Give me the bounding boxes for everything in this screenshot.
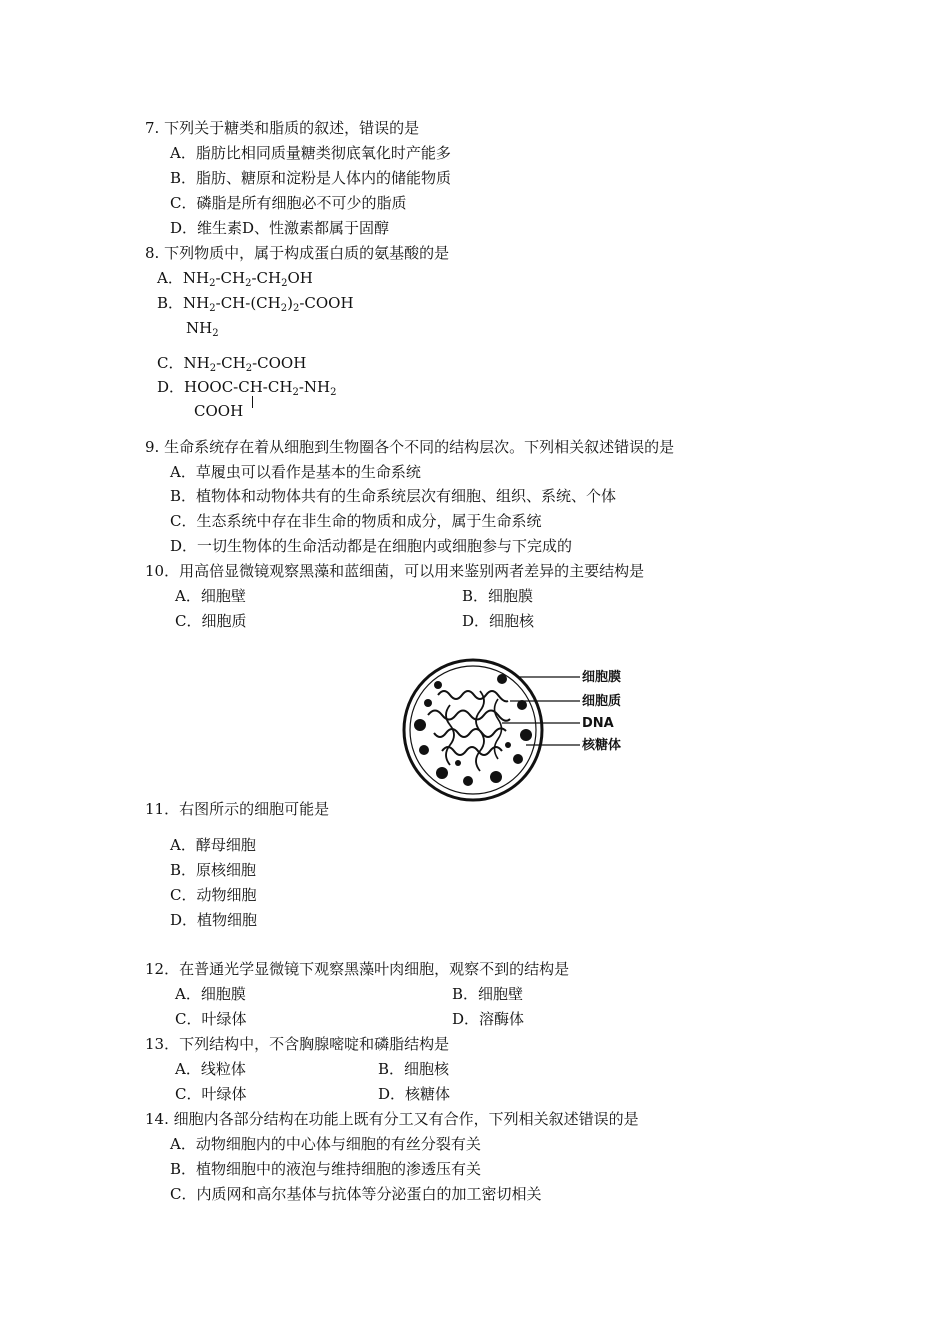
q9-stem: 9. 生命系统存在着从细胞到生物圈各个不同的结构层次。下列相关叙述错误的是 (145, 438, 675, 456)
q8-option-d-bond (252, 396, 253, 408)
q7-option-b: B．脂肪、糖原和淀粉是人体内的储能物质 (170, 169, 452, 187)
label-cell-membrane: 细胞膜 (582, 670, 622, 685)
q9-option-a: A．草履虫可以看作是基本的生命系统 (170, 463, 421, 481)
label-dna: DNA (582, 716, 614, 731)
q14-option-c: C．内质网和高尔基体与抗体等分泌蛋白的加工密切相关 (170, 1185, 542, 1203)
q8-option-b: B．$NH_2-CH-(CH_2)_2$-COOH (157, 294, 354, 314)
q11-option-d: D．植物细胞 (170, 911, 258, 929)
q8-option-a: A．$NH_2-CH_2-CH_2OH$ (157, 269, 313, 289)
q13-option-d: D．核糖体 (378, 1085, 451, 1103)
q14-option-b: B．植物细胞中的液泡与维持细胞的渗透压有关 (170, 1160, 482, 1178)
q9-option-d: D．一切生物体的生命活动都是在细胞内或细胞参与下完成的 (170, 537, 573, 555)
q13-option-a: A．线粒体 (175, 1060, 246, 1078)
q13-stem: 13．下列结构中，不含胸腺嘧啶和磷脂结构是 (145, 1035, 450, 1053)
q14-stem: 14. 细胞内各部分结构在功能上既有分工又有合作，下列相关叙述错误的是 (145, 1110, 639, 1128)
q9-option-b: B．植物体和动物体共有的生命系统层次有细胞、组织、系统、个体 (170, 487, 617, 505)
q11-option-a: A．酵母细胞 (170, 836, 256, 854)
q7-stem: 7. 下列关于糖类和脂质的叙述，错误的是 (145, 119, 420, 137)
q8-option-c: C．$NH_2-CH_2$-COOH (157, 354, 307, 374)
q8-option-d: D．HOOC-$CH-CH_2-NH_2$ (157, 378, 337, 398)
label-cytoplasm: 细胞质 (582, 694, 622, 709)
q7-option-a: A．脂肪比相同质量糖类彻底氧化时产能多 (170, 144, 451, 162)
q8-option-d-side-group: COOH (194, 402, 244, 420)
q8-stem: 8. 下列物质中，属于构成蛋白质的氨基酸的是 (145, 244, 450, 262)
label-ribosome: 核糖体 (582, 738, 622, 753)
q8-option-b-side-group: $NH_2$ (186, 319, 219, 339)
q12-option-c: C．叶绿体 (175, 1010, 247, 1028)
q7-option-d: D．维生素D、性激素都属于固醇 (170, 219, 390, 237)
q11-option-b: B．原核细胞 (170, 861, 257, 879)
q12-option-d: D．溶酶体 (452, 1010, 525, 1028)
q12-option-b: B．细胞壁 (452, 985, 524, 1003)
q10-option-d: D．细胞核 (462, 612, 535, 630)
prokaryotic-cell-diagram (398, 655, 638, 805)
q7-option-c: C．磷脂是所有细胞必不可少的脂质 (170, 194, 407, 212)
q13-option-c: C．叶绿体 (175, 1085, 247, 1103)
q11-stem: 11．右图所示的细胞可能是 (145, 800, 330, 818)
q10-option-b: B．细胞膜 (462, 587, 534, 605)
q10-stem: 10．用高倍显微镜观察黑藻和蓝细菌，可以用来鉴别两者差异的主要结构是 (145, 562, 645, 580)
q9-option-c: C．生态系统中存在非生命的物质和成分，属于生命系统 (170, 512, 542, 530)
q10-option-a: A．细胞壁 (175, 587, 246, 605)
q12-option-a: A．细胞膜 (175, 985, 246, 1003)
q12-stem: 12．在普通光学显微镜下观察黑藻叶肉细胞，观察不到的结构是 (145, 960, 570, 978)
q11-option-c: C．动物细胞 (170, 886, 257, 904)
q14-option-a: A．动物细胞内的中心体与细胞的有丝分裂有关 (170, 1135, 481, 1153)
q13-option-b: B．细胞核 (378, 1060, 450, 1078)
q10-option-c: C．细胞质 (175, 612, 247, 630)
